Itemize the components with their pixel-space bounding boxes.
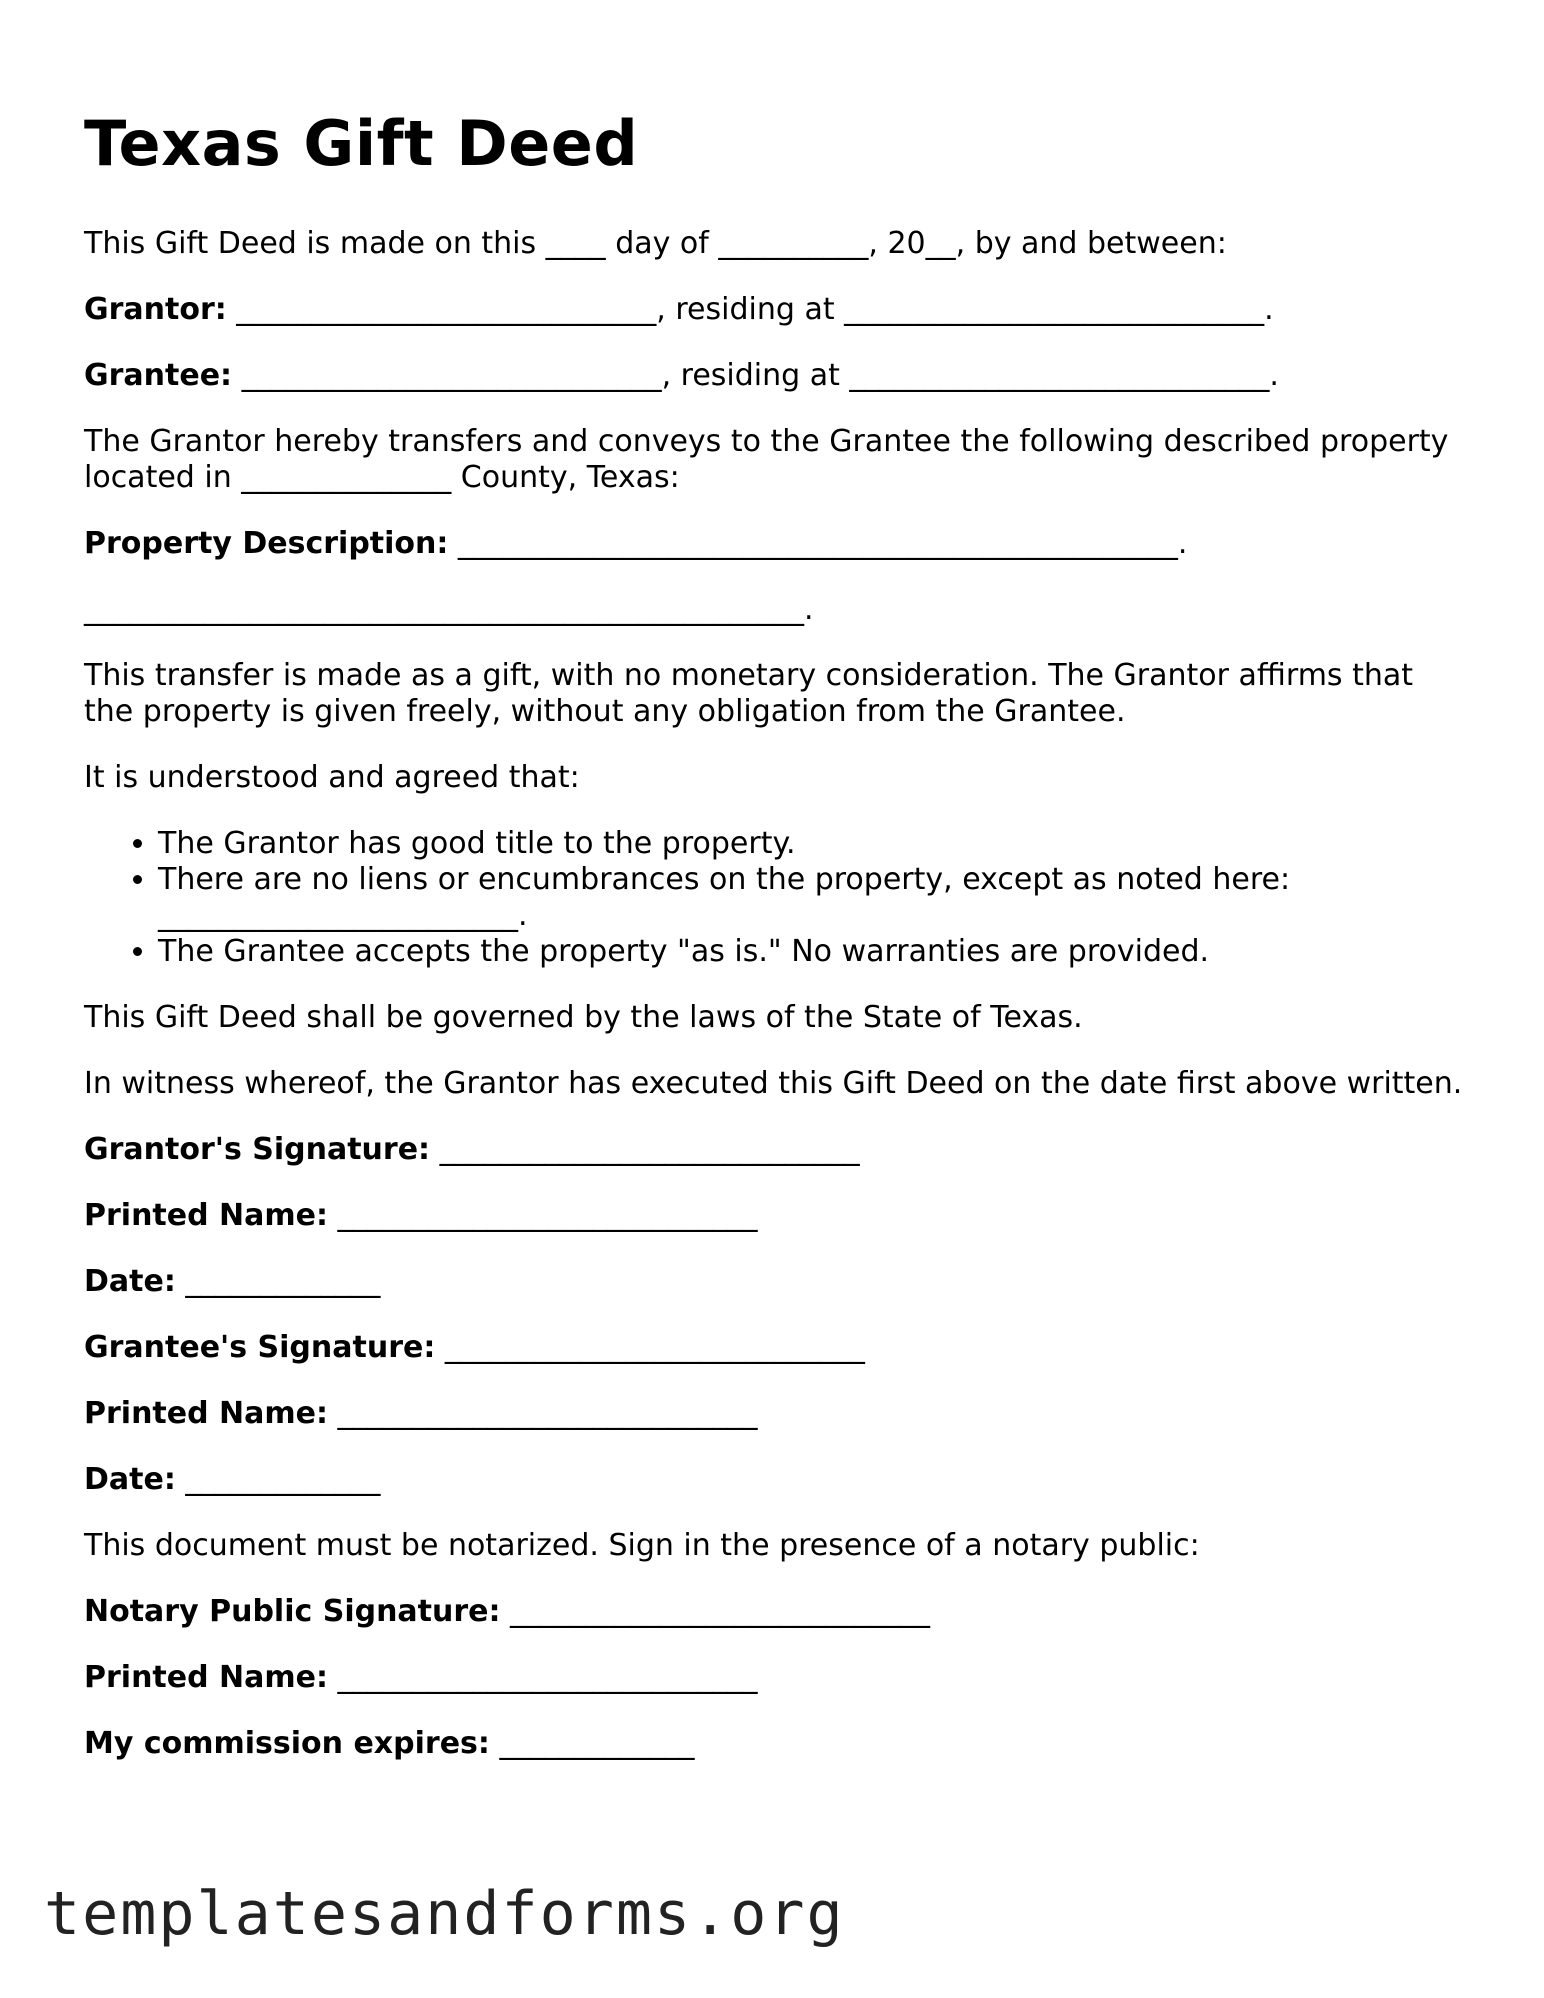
notary-commission-label: My commission expires: xyxy=(84,1726,490,1761)
property-description-line xyxy=(84,526,1464,562)
grantee-fields: ____________________________, residing at ____________________________. xyxy=(232,358,1279,393)
notary-printed-name-field: ____________________________ xyxy=(327,1660,758,1695)
grantor-printed-name-field: ____________________________ xyxy=(327,1198,758,1233)
notary-printed-name-label: Printed Name: xyxy=(84,1660,328,1695)
grantee-label: Grantee: xyxy=(84,358,233,393)
intro-paragraph: This Gift Deed is made on this ____ day of __________, 20__, by and between: xyxy=(84,226,1227,261)
grantee-printed-name-line xyxy=(84,1396,1464,1432)
condition-item: • The Grantee accepts the property "as is." No warranties are provided. xyxy=(158,934,1464,970)
grantor-printed-name-line xyxy=(84,1198,1464,1234)
document-page xyxy=(84,104,1464,1792)
notary-signature-label: Notary Public Signature: xyxy=(84,1594,501,1629)
notary-commission-line xyxy=(84,1726,1464,1762)
property-description-field: ________________________________________________. xyxy=(448,526,1188,561)
transfer-paragraph: The Grantor hereby transfers and conveys to the Grantee the following described property located in ______________ County, Texas: xyxy=(84,424,1449,495)
grantor-printed-name-label: Printed Name: xyxy=(84,1198,328,1233)
grantor-signature-label: Grantor's Signature: xyxy=(84,1132,431,1167)
grantor-date-field: _____________ xyxy=(175,1264,381,1299)
property-description-label: Property Description: xyxy=(84,526,449,561)
grantor-date-line xyxy=(84,1264,1464,1300)
conditions-list xyxy=(84,826,1464,970)
grantee-date-line xyxy=(84,1462,1464,1498)
governing-law-paragraph: This Gift Deed shall be governed by the laws of the State of Texas. xyxy=(84,1000,1083,1035)
grantee-signature-field: ____________________________ xyxy=(435,1330,865,1365)
grantee-signature-label: Grantee's Signature: xyxy=(84,1330,436,1365)
gift-statement-paragraph: This transfer is made as a gift, with no monetary consideration. The Grantor affirms that the property is given freely, without any obligation from the Grantee. xyxy=(84,658,1414,729)
grantee-date-field: _____________ xyxy=(175,1462,381,1497)
property-description-continuation: ________________________________________________. xyxy=(84,592,814,627)
notary-commission-field: _____________ xyxy=(489,1726,695,1761)
grantee-date-label: Date: xyxy=(84,1462,176,1497)
grantee-printed-name-field: ____________________________ xyxy=(327,1396,758,1431)
grantor-date-label: Date: xyxy=(84,1264,176,1299)
grantor-signature-line xyxy=(84,1132,1464,1168)
notary-signature-field: ____________________________ xyxy=(500,1594,931,1629)
notary-intro-paragraph: This document must be notarized. Sign in the presence of a notary public: xyxy=(84,1528,1200,1563)
grantee-printed-name-label: Printed Name: xyxy=(84,1396,328,1431)
condition-item: • There are no liens or encumbrances on the property, except as noted here: ________________________. xyxy=(158,862,1464,934)
grantor-line xyxy=(84,292,1464,328)
document-title: Texas Gift Deed xyxy=(84,107,639,180)
grantee-signature-line xyxy=(84,1330,1464,1366)
notary-printed-name-line xyxy=(84,1660,1464,1696)
grantee-line xyxy=(84,358,1464,394)
grantor-label: Grantor: xyxy=(84,292,227,327)
grantor-fields: ____________________________, residing at ____________________________. xyxy=(226,292,1274,327)
condition-item: • The Grantor has good title to the property. xyxy=(158,826,1464,862)
grantor-signature-field: ____________________________ xyxy=(430,1132,860,1167)
notary-signature-line xyxy=(84,1594,1464,1630)
agreed-intro: It is understood and agreed that: xyxy=(84,760,580,795)
watermark: templatesandforms.org xyxy=(44,1879,845,1949)
witness-paragraph: In witness whereof, the Grantor has executed this Gift Deed on the date first above written. xyxy=(84,1066,1463,1101)
